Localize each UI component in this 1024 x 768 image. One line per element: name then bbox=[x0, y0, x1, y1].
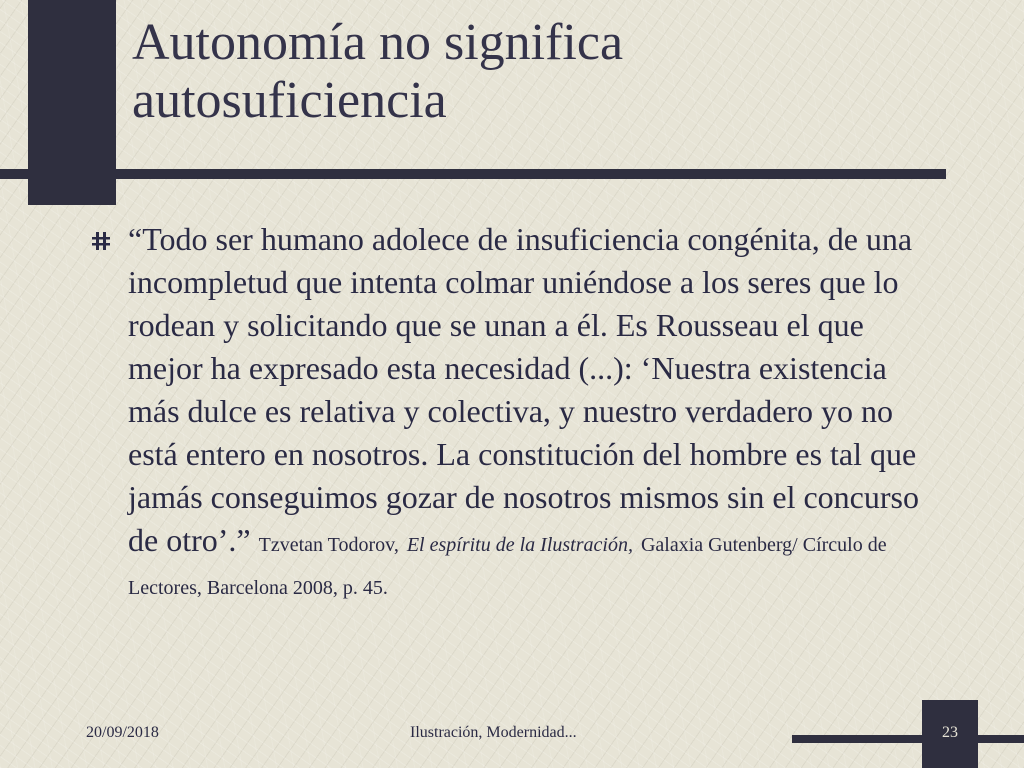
hash-bullet-icon bbox=[92, 232, 110, 250]
citation-book-title: El espíritu de la Ilustración, bbox=[406, 534, 633, 556]
footer-date: 20/09/2018 bbox=[86, 724, 159, 741]
page-number: 23 bbox=[942, 724, 958, 741]
slide-title-line1: Autonomía no significa bbox=[132, 14, 624, 71]
footer-rule bbox=[792, 735, 1024, 743]
slide-title bbox=[132, 14, 992, 130]
quote-paragraph bbox=[128, 218, 928, 605]
citation-author: Tzvetan Todorov, bbox=[258, 534, 399, 556]
footer-title: Ilustración, Modernidad... bbox=[410, 724, 577, 741]
slide-title-line2: autosuficiencia bbox=[132, 72, 447, 129]
quote-text: “Todo ser humano adolece de insuficiencia congénita, de una incompletud que intenta colmar uniéndose a los seres que lo rodean y solicitando que se unan a él. Es Rousseau el que mejor ha expresado esta necesidad (...): ‘Nuestra existencia más dulce es relativa y colectiva, y nuestro verdadero yo no está entero en nosotros. La constitución del hombre es tal que jamás conseguimos gozar de nosotros mismos sin el concurso de otro’.” bbox=[128, 221, 919, 558]
title-underline-bar bbox=[0, 169, 946, 179]
citation-publisher: Galaxia Gutenberg/ Círculo de Lectores, Barcelona 2008, p. 45. bbox=[128, 534, 887, 599]
